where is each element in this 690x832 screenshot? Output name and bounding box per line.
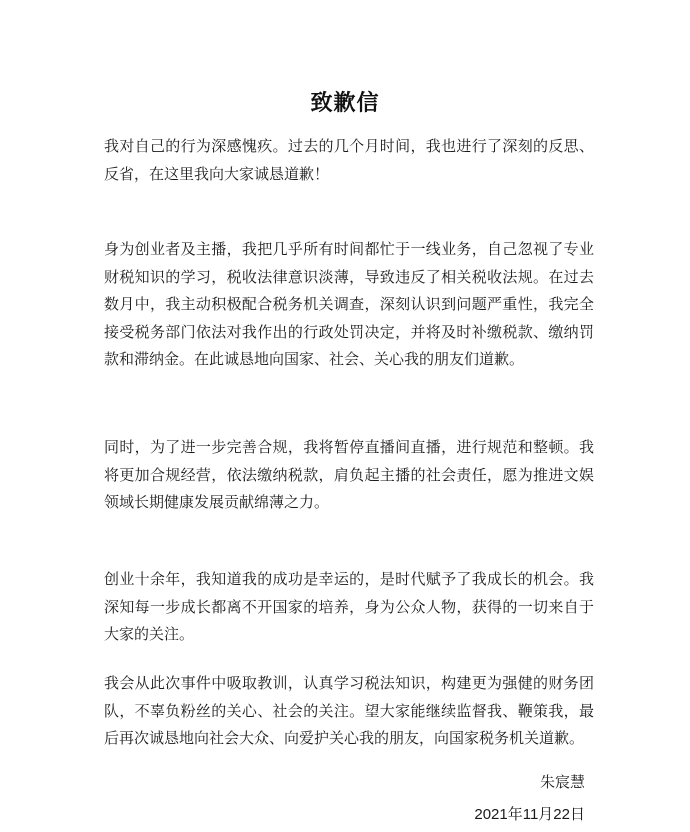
paragraph-compliance: 同时，为了进一步完善合规，我将暂停直播间直播，进行规范和整顿。我将更加合规经营，依法缴纳税款，肩负起主播的社会责任，愿为推进文娱领域长期健康发展贡献绵薄之力。 [104, 438, 594, 511]
letter-title: 致歉信 [310, 91, 380, 116]
paragraph-tax-violation: 身为创业者及主播，我把几乎所有时间都忙于一线业务，自己忽视了专业财税知识的学习，税收法律意识淡薄，导致违反了相关税收法规。在过去数月中，我主动积极配合税务机关调查，深刻认识到问题严重性，我完全接受税务部门依法对我作出的行政处罚决定，并将及时补缴税款、缴纳罚款和滞纳金。在此诚恳地向国家、社会、关心我的朋友们道歉。 [104, 240, 594, 368]
paragraph-apology-intro: 我对自己的行为深感愧疚。过去的几个月时间，我也进行了深刻的反思、反省，在这里我向大家诚恳道歉！ [104, 137, 594, 183]
letter-date: 2021年11月22日 [474, 806, 585, 823]
paragraph-lessons: 我会从此次事件中吸取教训，认真学习税法知识，构建更为强健的财务团队，不辜负粉丝的关心、社会的关注。望大家能继续监督我、鞭策我，最后再次诚恳地向社会大众、向爱护关心我的朋友，向国家税务机关道歉。 [104, 674, 594, 747]
paragraph-gratitude: 创业十余年，我知道我的成功是幸运的，是时代赋予了我成长的机会。我深知每一步成长都离不开国家的培养，身为公众人物，获得的一切来自于大家的关注。 [104, 570, 594, 643]
signature: 朱宸慧 [539, 773, 585, 791]
